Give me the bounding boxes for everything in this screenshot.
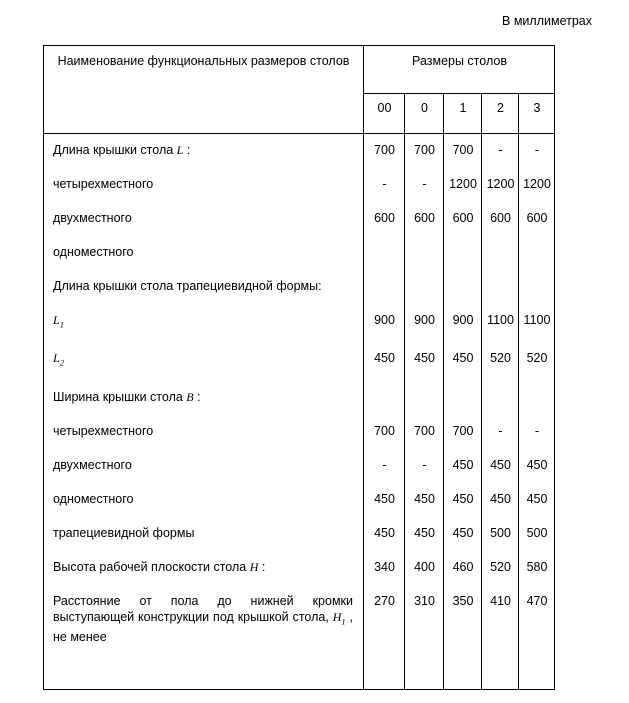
table-cell: 1200 — [523, 177, 551, 191]
unit-caption: В миллиметрах — [502, 14, 592, 28]
variable-symbol: $H_1$ — [332, 609, 346, 627]
table-row-values — [364, 176, 555, 192]
table-cell: 450 — [452, 457, 474, 472]
table-row-label: двухместного — [53, 211, 132, 225]
table-row-values — [364, 350, 555, 370]
table-cell: - — [498, 143, 503, 157]
table-cell: 580 — [526, 559, 548, 574]
table-cell: 500 — [490, 525, 511, 540]
table-cell — [482, 278, 519, 294]
table-values-column — [364, 134, 555, 689]
variable-symbol: L — [176, 143, 184, 157]
table-cell: 450 — [452, 351, 474, 366]
table-cell — [519, 244, 555, 260]
table-cell: 450 — [414, 491, 435, 506]
table-cell: 520 — [490, 559, 511, 574]
table-cell — [405, 244, 444, 260]
table-cell — [444, 244, 482, 260]
table-cell: 520 — [490, 351, 511, 366]
table-cell: 700 — [452, 423, 474, 438]
table-row-label: Ширина крышки стола B : — [53, 389, 201, 404]
table-row-values — [364, 389, 555, 405]
table-cell: 700 — [414, 143, 435, 157]
table-cell — [364, 278, 405, 294]
table-row-label: двухместного — [53, 457, 132, 472]
table-cell: 500 — [526, 525, 548, 540]
table-cell: 340 — [374, 559, 395, 574]
header-size-column-3: 3 — [533, 101, 541, 115]
table-cell: - — [498, 423, 503, 438]
table-cell — [519, 389, 555, 405]
table-cell — [482, 244, 519, 260]
header-size-column-1: 1 — [459, 101, 467, 115]
table-cell: 1100 — [487, 313, 514, 327]
table-row-label: четырехместного — [53, 177, 154, 191]
table-cell: 900 — [374, 313, 395, 327]
table-cell: 450 — [490, 491, 511, 506]
header-label-column: Наименование функциональных размеров столов — [57, 54, 350, 68]
table-row-label: четырехместного — [53, 423, 154, 438]
table-row-values — [364, 312, 555, 332]
table-cell: - — [382, 177, 387, 191]
table-cell: 600 — [490, 211, 511, 225]
variable-symbol: $L_2$ — [53, 351, 64, 368]
header-size-column-00: 00 — [377, 101, 392, 115]
header-size-column-0: 0 — [421, 101, 428, 115]
table-cell: 450 — [526, 491, 548, 506]
table-label-column — [44, 134, 363, 689]
table-cell: 400 — [414, 559, 435, 574]
table-row-values — [364, 593, 555, 645]
variable-symbol: H — [249, 559, 259, 574]
table-row-label — [53, 312, 353, 332]
table-cell — [364, 244, 405, 260]
table-cell: - — [422, 457, 427, 472]
table-cell: 600 — [374, 211, 395, 225]
table-cell: 600 — [414, 211, 435, 225]
table-row-values — [364, 210, 555, 226]
table-cell: 450 — [374, 525, 395, 540]
table-cell: 900 — [414, 313, 435, 327]
table-cell: 700 — [452, 143, 474, 157]
table-row-label: одноместного — [53, 491, 134, 506]
table-cell: 410 — [490, 593, 511, 608]
table-cell: - — [534, 423, 540, 438]
table-cell: 1200 — [449, 177, 477, 191]
header-size-columns — [364, 94, 555, 133]
table-row-label: одноместного — [53, 245, 134, 259]
table-row-label: трапециевидной формы — [53, 525, 195, 540]
table-row-label — [53, 350, 353, 370]
table-cell: - — [534, 143, 540, 157]
table-cell: 700 — [374, 143, 395, 157]
table-row-values — [364, 525, 555, 541]
table-cell — [519, 278, 555, 294]
table-cell — [482, 389, 519, 405]
table-cell: 450 — [490, 457, 511, 472]
variable-symbol: $L_1$ — [53, 313, 64, 330]
table-cell: 450 — [526, 457, 548, 472]
header-size-column-2: 2 — [497, 101, 504, 115]
table-cell: 470 — [526, 593, 548, 608]
table-cell: 450 — [452, 491, 474, 506]
table-cell: 450 — [414, 351, 435, 366]
table-row-values — [364, 457, 555, 473]
table-row-values — [364, 142, 555, 158]
table-cell: 900 — [452, 313, 474, 327]
table-row-label: Длина крышки стола L : — [53, 143, 191, 157]
table-cell: 700 — [414, 423, 435, 438]
table-cell: 1100 — [523, 313, 551, 327]
table-row-values — [364, 278, 555, 294]
table-cell — [364, 389, 405, 405]
table-cell — [444, 278, 482, 294]
table-cell — [444, 389, 482, 405]
table-cell: 520 — [526, 351, 548, 366]
table-row-values — [364, 559, 555, 575]
table-cell: 450 — [374, 351, 395, 366]
table-cell: - — [382, 457, 387, 472]
table-cell: 700 — [374, 423, 395, 438]
variable-symbol: B — [186, 389, 194, 404]
table-cell: - — [422, 177, 427, 191]
table-cell: 450 — [414, 525, 435, 540]
table-cell — [405, 278, 444, 294]
table-row-label: Расстояние от пола до нижней кромки выступающей конструкции под крышкой стола, $H_1$ , не менее — [53, 593, 353, 645]
table-row-values — [364, 491, 555, 507]
dimensions-table — [43, 45, 555, 690]
header-group-column: Размеры столов — [412, 54, 507, 68]
table-row-values — [364, 423, 555, 439]
table-cell: 270 — [374, 593, 395, 608]
table-row-label: Высота рабочей плоскости стола H : — [53, 559, 266, 574]
table-row-label: Длина крышки стола трапециевидной формы: — [53, 279, 322, 293]
table-cell: 600 — [452, 211, 474, 225]
table-cell: 310 — [414, 593, 435, 608]
table-cell: 450 — [452, 525, 474, 540]
table-row-values — [364, 244, 555, 260]
table-cell: 460 — [452, 559, 474, 574]
table-cell: 350 — [452, 593, 474, 608]
table-cell: 450 — [374, 491, 395, 506]
table-cell: 1200 — [486, 177, 515, 191]
table-cell — [405, 389, 444, 405]
table-cell: 600 — [526, 211, 548, 225]
